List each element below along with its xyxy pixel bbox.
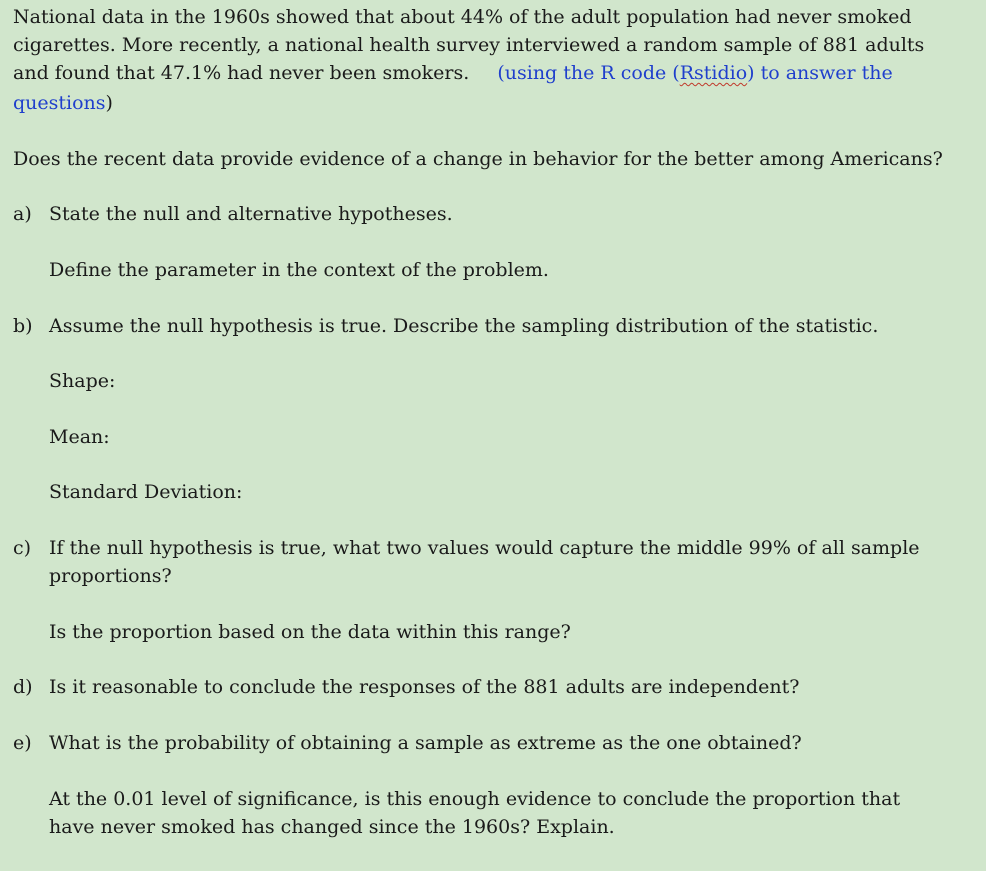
part-e-sub-2: have never smoked has changed since the 1960s? Explain. [49, 816, 615, 838]
intro-line-2: cigarettes. More recently, a national health survey interviewed a random sample of 881 adults [13, 34, 925, 56]
r-code-note-line-2: questions [13, 92, 106, 114]
part-e-marker: e) [13, 732, 32, 754]
part-d-text: Is it reasonable to conclude the responses of the 881 adults are independent? [49, 676, 800, 698]
part-b-sd: Standard Deviation: [49, 481, 243, 503]
part-e-text: What is the probability of obtaining a sample as extreme as the one obtained? [49, 732, 802, 754]
r-code-note-close: ) to answer the [747, 62, 893, 84]
intro-line-3 [13, 59, 893, 87]
part-e-sub-1: At the 0.01 level of significance, is this enough evidence to conclude the proportion that [49, 788, 901, 810]
part-d-marker: d) [13, 676, 33, 698]
part-a-sub: Define the parameter in the context of the problem. [49, 259, 549, 281]
main-question: Does the recent data provide evidence of a change in behavior for the better among Americans? [13, 148, 943, 170]
intro-line-3-text: and found that 47.1% had never been smokers. [13, 62, 470, 84]
part-c-sub: Is the proportion based on the data within this range? [49, 621, 571, 643]
r-code-note-paren: ) [105, 92, 113, 114]
part-c-text-1: If the null hypothesis is true, what two values would capture the middle 99% of all sample [49, 537, 920, 559]
part-b-text: Assume the null hypothesis is true. Describe the sampling distribution of the statistic. [49, 315, 879, 337]
part-b-mean: Mean: [49, 426, 110, 448]
part-c-text-2: proportions? [49, 565, 172, 587]
part-b-shape: Shape: [49, 370, 116, 392]
intro-line-1: National data in the 1960s showed that about 44% of the adult population had never smoked [13, 6, 912, 28]
part-b-marker: b) [13, 315, 33, 337]
intro-line-4 [13, 89, 113, 117]
part-a-marker: a) [13, 203, 32, 225]
part-a-text: State the null and alternative hypotheses. [49, 203, 453, 225]
r-code-note [497, 62, 892, 84]
part-c-marker: c) [13, 537, 32, 559]
r-code-note-rstudio: Rstidio [679, 62, 748, 84]
r-code-note-open: (using the R code ( [497, 62, 680, 84]
